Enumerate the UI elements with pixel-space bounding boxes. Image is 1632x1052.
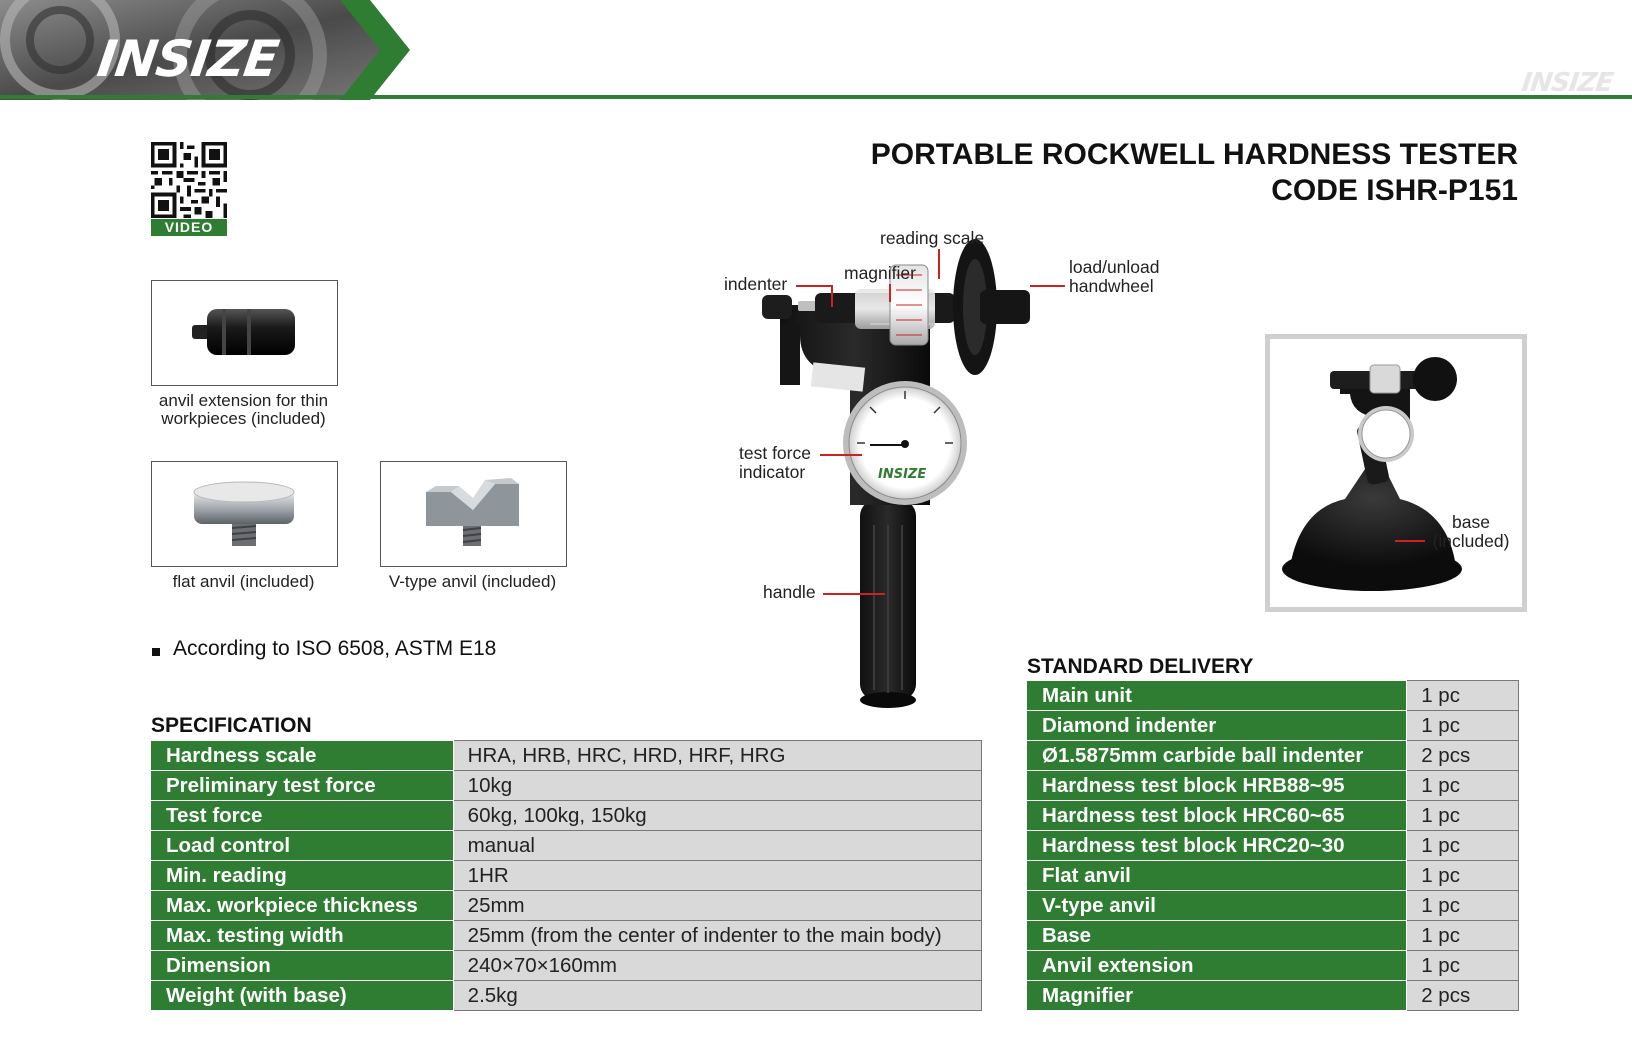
anvil-extension-caption-line1: anvil extension for thin: [158, 391, 329, 410]
table-row: [152, 921, 982, 951]
table-row: [152, 771, 982, 801]
v-anvil-image: [380, 461, 567, 567]
table-row: [152, 981, 982, 1011]
table-row: [152, 891, 982, 921]
row-value: HRA, HRB, HRC, HRD, HRF, HRG: [453, 741, 981, 771]
row-value: 1 pc: [1407, 831, 1519, 861]
anvil-extension-graphic: [152, 281, 337, 385]
row-key: Base: [1028, 921, 1407, 951]
row-value: 240×70×160mm: [453, 951, 981, 981]
table-row: [1028, 801, 1519, 831]
leader-handwheel: [1030, 285, 1065, 287]
row-value: 1 pc: [1407, 771, 1519, 801]
leader-magnifier: [889, 284, 891, 302]
brand-watermark: INSIZE: [1519, 68, 1615, 98]
label-handwheel-line2: handwheel: [1069, 276, 1154, 296]
row-value: 1 pc: [1407, 891, 1519, 921]
row-key: Magnifier: [1028, 981, 1407, 1011]
table-row: [1028, 861, 1519, 891]
row-value: 1 pc: [1407, 861, 1519, 891]
table-row: [1028, 681, 1519, 711]
row-key: Dimension: [152, 951, 454, 981]
row-key: Hardness test block HRC20~30: [1028, 831, 1407, 861]
delivery-table: [1027, 680, 1519, 1011]
row-key: Preliminary test force: [152, 771, 454, 801]
header-rule: [0, 95, 1632, 99]
page-title: PORTABLE ROCKWELL HARDNESS TESTER: [870, 138, 1518, 171]
specification-heading: SPECIFICATION: [151, 714, 312, 737]
table-row: [152, 861, 982, 891]
specification-table: [151, 740, 982, 1011]
label-handwheel-line1: load/unload: [1069, 257, 1160, 277]
row-value: manual: [453, 831, 981, 861]
brand-logo: INSIZE: [93, 30, 282, 88]
dial-brand-text: INSIZE: [878, 467, 927, 482]
table-row: [1028, 891, 1519, 921]
row-key: Hardness test block HRC60~65: [1028, 801, 1407, 831]
row-key: Weight (with base): [152, 981, 454, 1011]
row-key: Hardness test block HRB88~95: [1028, 771, 1407, 801]
row-value: 2.5kg: [453, 981, 981, 1011]
row-value: 1 pc: [1407, 921, 1519, 951]
row-key: Ø1.5875mm carbide ball indenter: [1028, 741, 1407, 771]
row-value: 25mm (from the center of indenter to the main body): [453, 921, 981, 951]
anvil-extension-image: [151, 280, 338, 386]
label-base-line1: base: [1452, 512, 1490, 532]
row-key: Load control: [152, 831, 454, 861]
table-row: [152, 741, 982, 771]
table-row: [1028, 711, 1519, 741]
label-reading-scale: reading scale: [880, 228, 985, 248]
qr-code-icon[interactable]: [151, 142, 227, 218]
row-key: Main unit: [1028, 681, 1407, 711]
leader-reading-scale: [938, 249, 940, 279]
row-key: Hardness scale: [152, 741, 454, 771]
row-value: 1 pc: [1407, 801, 1519, 831]
label-handwheel: [1069, 258, 1160, 296]
label-indenter: indenter: [724, 274, 788, 294]
leader-indenter: [796, 285, 832, 287]
video-label[interactable]: VIDEO: [151, 219, 227, 236]
table-row: [152, 951, 982, 981]
table-row: [1028, 921, 1519, 951]
table-row: [152, 831, 982, 861]
row-value: 2 pcs: [1407, 741, 1519, 771]
table-row: [1028, 741, 1519, 771]
v-anvil-graphic: [381, 462, 566, 566]
leader-indenter-drop: [831, 285, 833, 307]
base-mount-graphic: [1270, 339, 1522, 607]
row-value: 10kg: [453, 771, 981, 801]
standards-note: According to ISO 6508, ASTM E18: [173, 637, 497, 660]
label-magnifier: magnifier: [844, 263, 916, 283]
flat-anvil-image: [151, 461, 338, 567]
label-test-force-indicator: [739, 444, 811, 482]
bullet-marker: [152, 648, 160, 656]
row-value: 2 pcs: [1407, 981, 1519, 1011]
flat-anvil-graphic: [152, 462, 337, 566]
row-key: Min. reading: [152, 861, 454, 891]
row-value: 1HR: [453, 861, 981, 891]
anvil-extension-caption: [131, 392, 356, 428]
row-key: Anvil extension: [1028, 951, 1407, 981]
anvil-extension-caption-line2: workpieces (included): [161, 409, 326, 428]
row-value: 60kg, 100kg, 150kg: [453, 801, 981, 831]
row-key: Flat anvil: [1028, 861, 1407, 891]
table-row: [1028, 831, 1519, 861]
label-test-force-line1: test force: [739, 443, 811, 463]
base-mount-image: [1265, 334, 1527, 612]
leader-handle: [823, 593, 885, 595]
table-row: [1028, 981, 1519, 1011]
row-key: Max. testing width: [152, 921, 454, 951]
leader-test-force-indicator: [820, 454, 862, 456]
row-key: Max. workpiece thickness: [152, 891, 454, 921]
label-base: [1421, 513, 1521, 551]
row-value: 1 pc: [1407, 711, 1519, 741]
leader-base: [1395, 540, 1425, 542]
row-value: 1 pc: [1407, 681, 1519, 711]
v-anvil-caption: V-type anvil (included): [388, 572, 557, 591]
label-test-force-line2: indicator: [739, 462, 806, 482]
delivery-heading: STANDARD DELIVERY: [1027, 655, 1254, 678]
row-key: Test force: [152, 801, 454, 831]
row-key: V-type anvil: [1028, 891, 1407, 921]
flat-anvil-caption: flat anvil (included): [172, 572, 315, 591]
table-row: [152, 801, 982, 831]
table-row: [1028, 951, 1519, 981]
row-value: 1 pc: [1407, 951, 1519, 981]
label-handle: handle: [763, 582, 816, 602]
table-row: [1028, 771, 1519, 801]
label-base-line2: (included): [1432, 531, 1510, 551]
row-key: Diamond indenter: [1028, 711, 1407, 741]
row-value: 25mm: [453, 891, 981, 921]
product-code: CODE ISHR-P151: [1271, 174, 1518, 207]
